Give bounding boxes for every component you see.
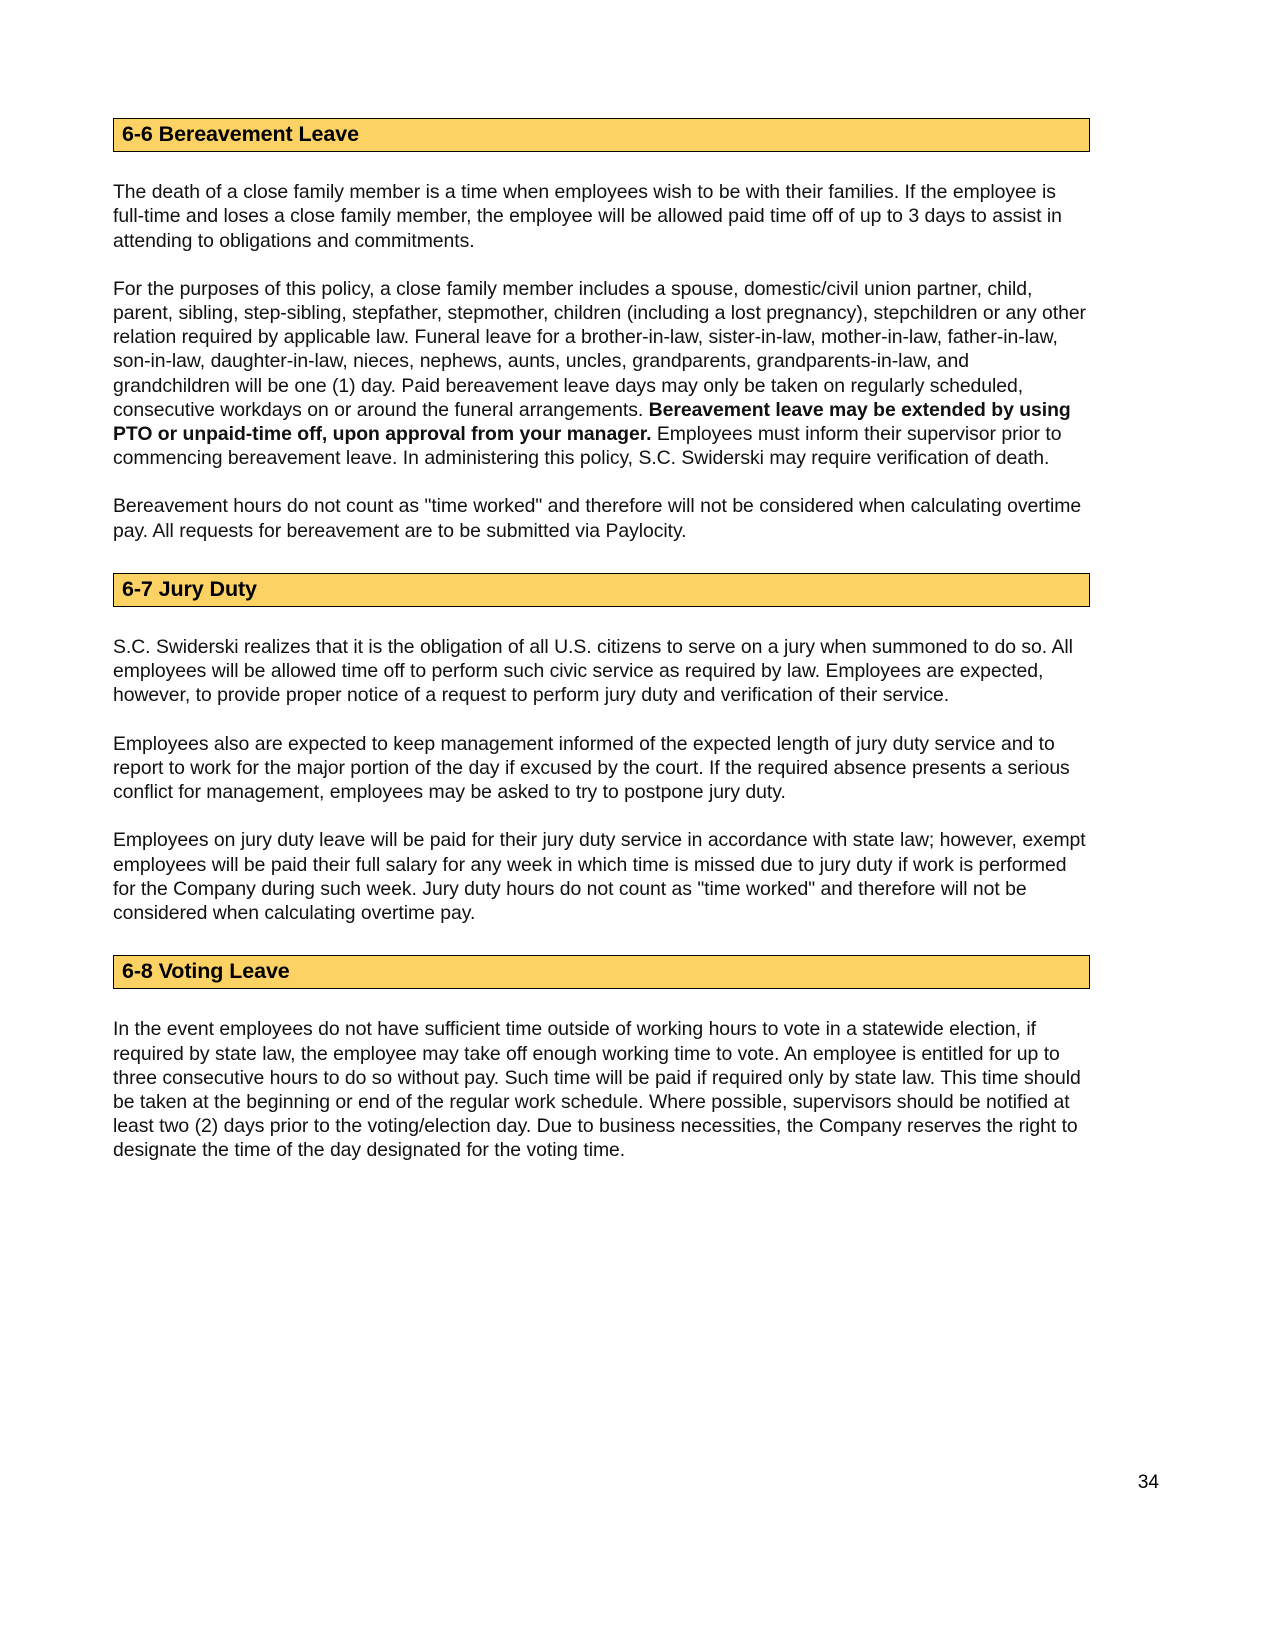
paragraph-bereavement-p2 [113,277,1090,471]
spacer [113,152,1090,180]
paragraph-jury-p1 [113,635,1090,708]
document-body [113,118,1090,1163]
spacer [113,253,1090,277]
paragraph-jury-p2 [113,732,1090,805]
spacer [113,925,1090,955]
spacer [113,543,1090,573]
paragraph-bereavement-p3 [113,494,1090,542]
text-run: The death of a close family member is a time when employees wish to be with their families. If the employee is full-time and loses a close family member, the employee will be allowed paid time off of up to 3 days to assist in attending to obligations and commitments. [113,181,1062,252]
text-run: S.C. Swiderski realizes that it is the obligation of all U.S. citizens to serve on a jury when summoned to do so. All employees will be allowed time off to perform such civic service as required by law. Employees are expected, however, to provide proper notice of a request to perform jury duty and verification of their service. [113,636,1073,707]
section-heading-text: 6-7 Jury Duty [122,576,257,601]
text-run: In the event employees do not have sufficient time outside of working hours to vote in a statewide election, if required by state law, the employee may take off enough working time to vote. An employee is entitled for up to three consecutive hours to do so without pay. Such time will be paid if required only by state law. This time should be taken at the beginning or end of the regular work schedule. Where possible, supervisors should be notified at least two (2) days prior to the voting/election day. Due to business necessities, the Company reserves the right to designate the time of the day designated for the voting time. [113,1018,1081,1162]
text-run: Employees must inform their supervisor prior to commencing bereavement leave. In administering this policy, S.C. Swiderski may require verification of death. [113,423,1062,470]
paragraph-bereavement-p1 [113,180,1090,253]
spacer [113,708,1090,732]
paragraph-voting-p1 [113,1017,1090,1162]
section-header-bereavement-leave [113,118,1090,152]
section-header-jury-duty [113,573,1090,607]
section-header-voting-leave [113,955,1090,989]
text-run: Employees on jury duty leave will be paid for their jury duty service in accordance with state law; however, exempt employees will be paid their full salary for any week in which time is missed due to jury duty if work is performed for the Company during such week. Jury duty hours do not count as "time worked" and therefore will not be considered when calculating overtime pay. [113,829,1086,924]
paragraph-jury-p3 [113,828,1090,925]
spacer [113,804,1090,828]
text-run: Bereavement hours do not count as "time worked" and therefore will not be considered when calculating overtime pay. All requests for bereavement are to be submitted via Paylocity. [113,495,1082,542]
spacer [113,470,1090,494]
page-number: 34 [1137,1472,1159,1493]
text-run-bold: Bereavement leave may be extended by using PTO or unpaid-time off, upon approval from your manager. [113,398,1071,446]
section-heading-text: 6-8 Voting Leave [122,959,290,984]
text-run: For the purposes of this policy, a close family member includes a spouse, domestic/civil union partner, child, parent, sibling, step-sibling, stepfather, stepmother, children (including a lost pregnancy), stepchildren or any other relation required by applicable law. Funeral leave for a brother-in-law, sister-in-law, mother-in-law, father-in-law, son-in-law, daughter-in-law, nieces, nephews, aunts, uncles, grandparents, grandparents-in-law, and grandchildren will be one (1) day. Paid bereavement leave days may only be taken on regularly scheduled, consecutive workdays on or around the funeral arrangements. [113,277,1086,421]
spacer [113,607,1090,635]
section-heading-text: 6-6 Bereavement Leave [122,122,359,146]
spacer [113,989,1090,1017]
text-run: Employees also are expected to keep management informed of the expected length of jury duty service and to report to work for the major portion of the day if excused by the court. If the required absence presents a serious conflict for management, employees may be asked to try to postpone jury duty. [113,732,1070,804]
